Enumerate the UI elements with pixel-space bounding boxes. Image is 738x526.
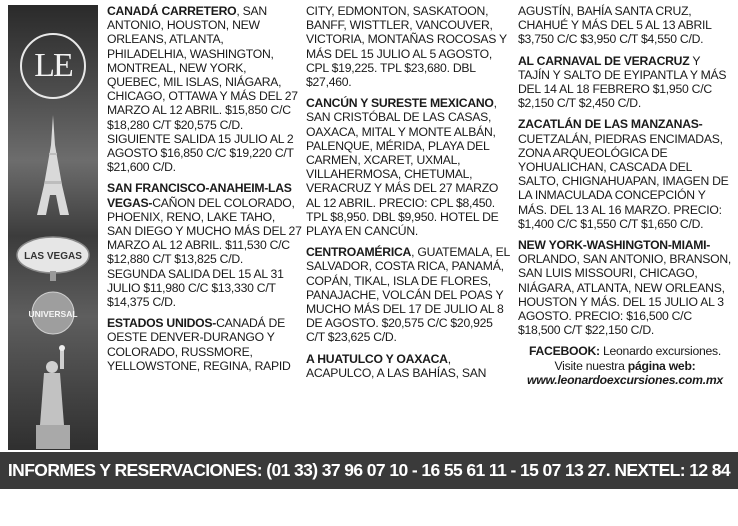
tour-title: ESTADOS UNIDOS- xyxy=(107,316,217,331)
tour-title: NEW YORK-WASHINGTON-MIAMI- xyxy=(518,238,711,253)
globe-text: UNIVERSAL xyxy=(28,309,78,319)
tour-title: A HUATULCO Y OAXACA xyxy=(306,351,448,366)
facebook-name: Leonardo excursiones. xyxy=(599,344,722,359)
las-vegas-sign-image xyxy=(14,233,92,281)
column-middle xyxy=(306,4,513,387)
facebook-label: FACEBOOK: xyxy=(528,344,600,359)
vegas-sign-text: LAS VEGAS xyxy=(24,251,82,262)
tour-title: CANCÚN Y SURESTE MEXICANO xyxy=(306,96,494,111)
tour-new-york xyxy=(518,238,732,337)
visit-text: Visite nuestra xyxy=(554,358,628,373)
tour-details: CUETZALÁN, PIEDRAS ENCIMADAS, ZONA ARQUEOLÓGICA DE YOHUALICHAN, CASCADA DEL SALTO, CHIGNAHUAPAN, IMAGEN DE LA INMACULADA CONCEPCIÓN Y MÁS. DEL 13 AL 16 MARZO. PRECIO: $1,400 C/C $1,550 C/T $1,650 C/D. xyxy=(518,131,729,231)
photo-collage-strip xyxy=(8,5,98,450)
universal-globe-image xyxy=(18,290,88,336)
visit-bold: página web: xyxy=(627,358,696,373)
tour-veracruz xyxy=(518,54,732,111)
tour-continuation xyxy=(306,4,513,89)
tour-details: CITY, EDMONTON, SASKATOON, BANFF, WISTTLER, VANCOUVER, VICTORIA, MONTAÑAS ROCOSAS Y MÁS DEL 15 JULIO AL 5 AGOSTO, CPL $19,225. TPL $23,680. DBL $27,460. xyxy=(306,4,507,90)
statue-of-liberty-image xyxy=(30,345,76,449)
tour-title: ZACATLÁN DE LAS MANZANAS- xyxy=(518,117,703,132)
tour-centroamerica xyxy=(306,245,513,344)
tour-details: , ACAPULCO, A LAS BAHÍAS, SAN xyxy=(306,351,487,380)
tour-details: CANADÁ DE OESTE DENVER-DURANGO Y COLORADO, RUSSMORE, YELLOWSTONE, REGINA, RAPID xyxy=(107,316,291,373)
visit-line xyxy=(518,359,732,373)
tour-huatulco xyxy=(306,352,513,380)
tour-zacatlan xyxy=(518,117,732,231)
tour-details: ORLANDO, SAN ANTONIO, BRANSON, SAN LUIS MISSOURI, CHICAGO, NIÁGARA, ATLANTA, NEW ORLEANS, HOUSTON Y MÁS. DEL 15 JULIO AL 3 AGOSTO. PRECIO: $16,500 C/C $18,500 C/T $22,150 C/D. xyxy=(518,252,732,338)
contact-block xyxy=(518,344,732,387)
tour-title: CENTROAMÉRICA xyxy=(306,245,412,260)
tour-continuation xyxy=(518,4,732,47)
tour-estados-unidos xyxy=(107,316,302,373)
agency-logo: LE xyxy=(20,33,86,99)
tour-details: AGUSTÍN, BAHÍA SANTA CRUZ, CHAHUÉ Y MÁS DEL 5 AL 13 ABRIL $3,750 C/C $3,950 C/T $4,550 C/D. xyxy=(518,4,712,47)
tour-title: SAN FRANCISCO-ANAHEIM-LAS VEGAS- xyxy=(107,181,292,210)
tour-san-francisco xyxy=(107,181,302,309)
eiffel-tower-image xyxy=(36,115,70,215)
column-left xyxy=(107,4,302,380)
column-right xyxy=(518,4,732,387)
tour-details: , SAN CRISTÓBAL DE LAS CASAS, OAXACA, MITAL Y MONTE ALBÁN, PALENQUE, MÉRIDA, PLAYA DEL CARMEN, XCARET, UXMAL, VILLAHERMOSA, CHETUMAL, VERACRUZ Y MÁS DEL 27 MARZO AL 12 ABRIL. PRECIO: CPL $8,450. TPL $8,950. DBL $9,950. HOTEL DE PLAYA EN CANCÚN. xyxy=(306,96,499,239)
tour-details: , SAN ANTONIO, HOUSTON, NEW ORLEANS, ATLANTA, PHILADELHIA, WASHINGTON, MONTREAL, NEW YORK, QUEBEC, MIL ISLAS, NIÁGARA, CHICAGO, OTTAWA Y MÁS DEL 27 MARZO AL 12 ABRIL. $15,850 C/C $18,280 C/T $20,575 C/D. SIGUIENTE SALIDA 15 JULIO AL 2 AGOSTO $16,850 C/C $19,220 C/T $21,600 C/D. xyxy=(107,4,298,175)
tour-canada-carretero xyxy=(107,4,302,174)
tour-title: CANADÁ CARRETERO xyxy=(107,4,237,18)
tour-details: CAÑON DEL COLORADO, PHOENIX, RENO, LAKE TAHO, SAN DIEGO Y MUCHO MÁS DEL 27 MARZO AL 12 ABRIL. $11,530 C/C $12,880 C/T $13,825 C/D. SEGUNDA SALIDA DEL 15 AL 31 JULIO $11,980 C/C $13,330 C/T $14,375 C/D. xyxy=(107,195,302,310)
tour-cancun xyxy=(306,96,513,238)
facebook-line xyxy=(518,344,732,358)
tour-details: , GUATEMALA, EL SALVADOR, COSTA RICA, PANAMÁ, COPÁN, TIKAL, ISLA DE FLORES, PANAJACHE, VOLCÁN DEL POAS Y MUCHO MÁS DEL 17 DE JULIO AL 8 DE AGOSTO. $20,575 C/C $20,925 C/T $23,625 C/D. xyxy=(306,245,510,345)
tour-details: Y TAJÍN Y SALTO DE EYIPANTLA Y MÁS DEL 14 AL 18 FEBRERO $1,950 C/C $2,150 C/T $2,450 C/D. xyxy=(518,53,727,111)
tour-title: AL CARNAVAL DE VERACRUZ xyxy=(518,53,690,68)
footer-contact-bar: INFORMES Y RESERVACIONES: (01 33) 37 96 07 10 - 16 55 61 11 - 15 07 13 27. NEXTEL: 12 84 17 58 xyxy=(0,452,738,489)
website-link[interactable]: www.leonardoexcursiones.com.mx xyxy=(527,372,723,387)
